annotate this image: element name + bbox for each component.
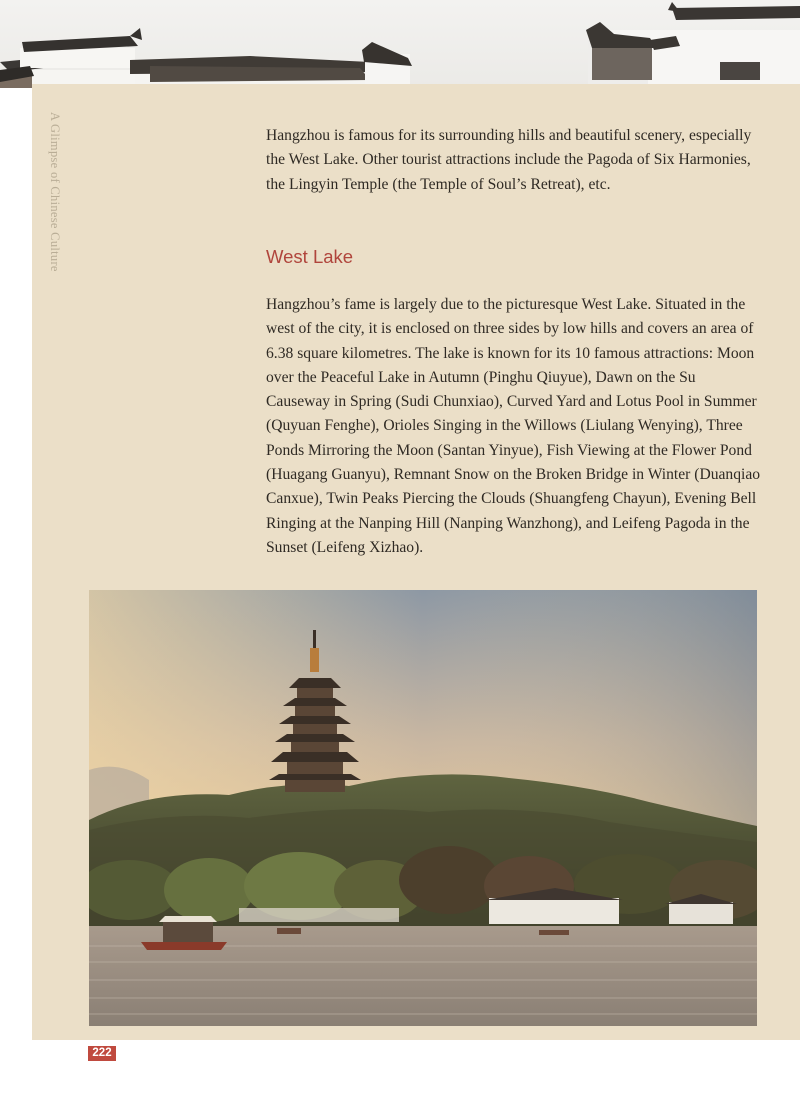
west-lake-landscape-illustration: [89, 590, 757, 1026]
section-title: West Lake: [266, 246, 354, 267]
west-lake-paragraph: Hangzhou’s fame is largely due to the picturesque West Lake. Situated in the west of the city, it is enclosed on three sides by low hills and covers an area of 6.38 square kilometres. The lake is known for its 10 famous attractions: Moon over the Peaceful Lake in Autumn (Pinghu Qiuyue), Dawn on the Su Causeway in Spring (Sudi Chunxiao), Curved Yard and Lotus Pool in Summer (Quyuan Fenghe), Orioles Singing in the Willows (Liulang Wenying), Three Ponds Mirroring the Moon (Santan Yinyue), Fish Viewing at the Flower Pond (Huagang Guanyu), Remnant Snow on the Broken Bridge in Winter (Duanqiao Canxue), Twin Peaks Piercing the Clouds (Shuangfeng Chayun), Evening Bell Ringing at the Nanping Hill (Nanping Wanzhong), and Leifeng Pagoda in the Sunset (Leifeng Xizhao).: [266, 296, 761, 556]
running-head: A Glimpse of Chinese Culture: [48, 112, 62, 272]
west-lake-photo: [89, 590, 757, 1026]
page-number-badge: 222: [88, 1046, 116, 1061]
left-margin-strip: [0, 88, 32, 1040]
intro-paragraph: Hangzhou is famous for its surrounding hills and beautiful scenery, especially the West Lake. Other tourist attractions include the Pagoda of Six Harmonies, the Lingyin Temple (the Temple of Soul’s Retreat), etc.: [266, 127, 752, 193]
